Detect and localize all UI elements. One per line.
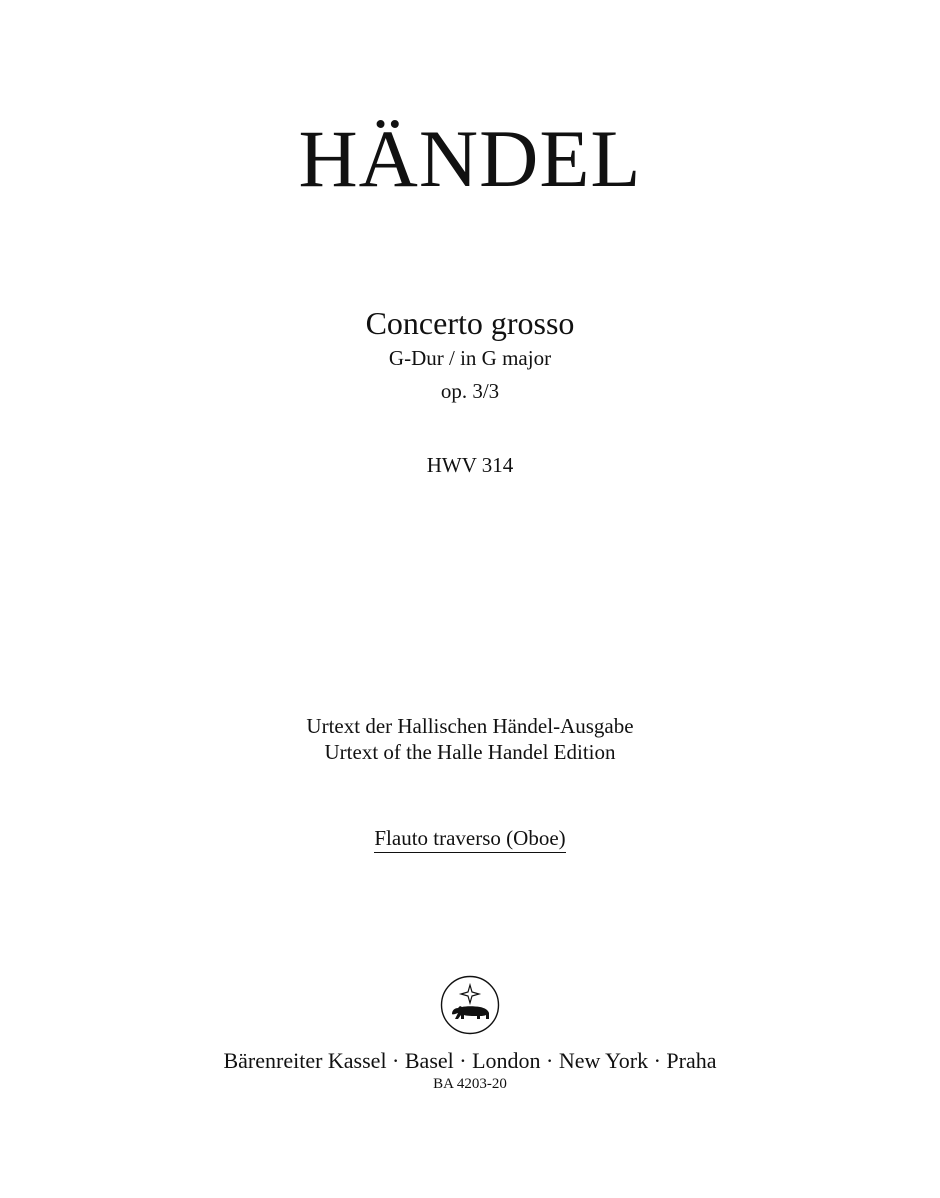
work-opus: op. 3/3 xyxy=(440,379,500,403)
hwv-number: HWV 314 xyxy=(426,453,514,477)
edition-line-english: Urtext of the Halle Handel Edition xyxy=(324,740,616,764)
publisher-cities: Bärenreiter Kassel · Basel · London · New York · Praha xyxy=(223,1048,717,1073)
part-instrument xyxy=(0,828,940,853)
edition-line-german: Urtext der Hallischen Händel-Ausgabe xyxy=(306,714,634,738)
order-number: BA 4203-20 xyxy=(433,1076,507,1092)
work-key: G-Dur / in G major xyxy=(388,346,552,370)
instrument-label: Flauto traverso (Oboe) xyxy=(374,828,565,853)
baerenreiter-bear-star-logo-icon xyxy=(440,975,500,1035)
work-title: Concerto grosso xyxy=(365,305,575,341)
composer-name: HÄNDEL xyxy=(298,113,642,204)
